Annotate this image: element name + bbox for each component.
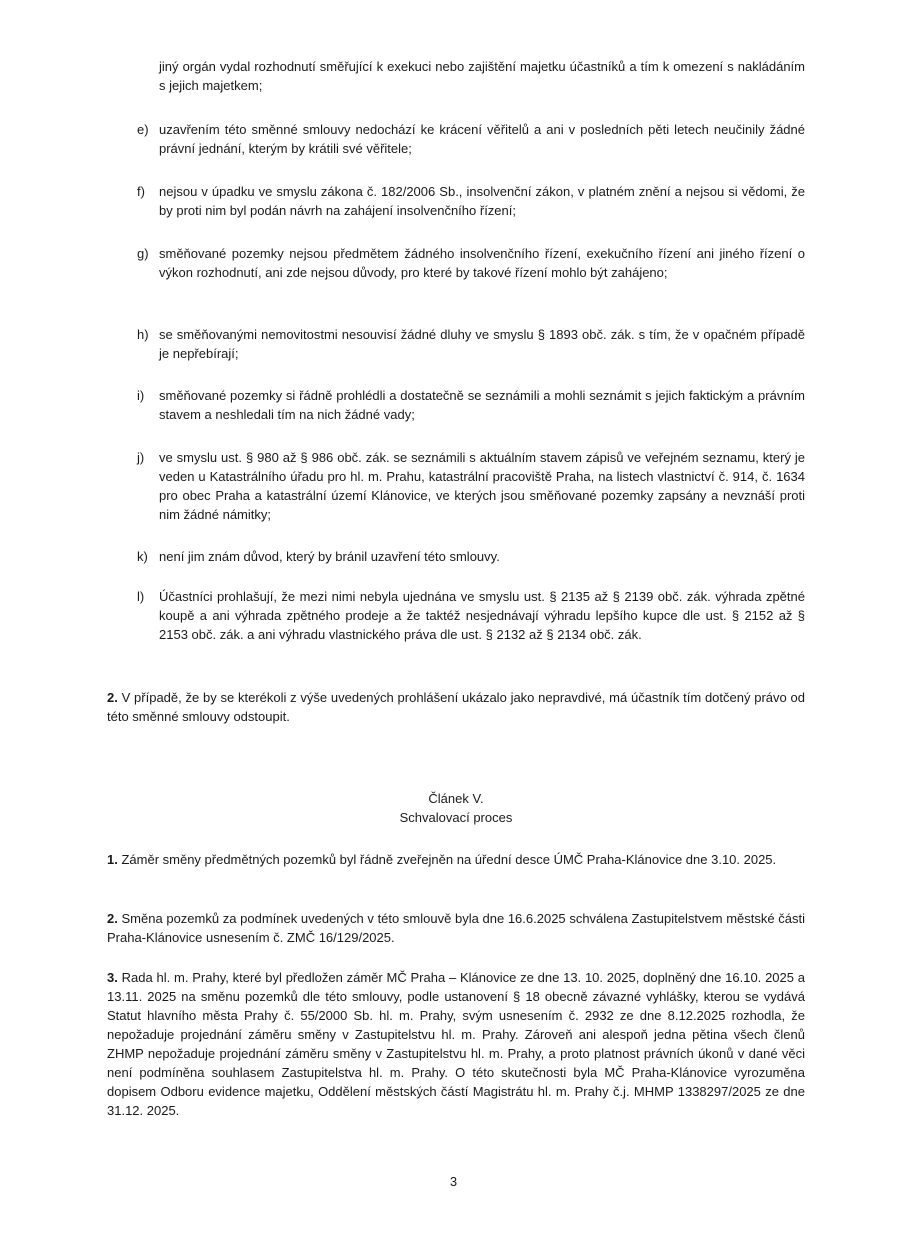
article-paragraph-1: [107, 850, 805, 869]
paragraph-text: Směna pozemků za podmínek uvedených v této smlouvě byla dne 16.6.2025 schválena Zastupitelstvem městské části Praha-Klánovice usnesením č. ZMČ 16/129/2025.: [107, 911, 805, 945]
list-text: směňované pozemky si řádně prohlédli a dostatečně se seznámili a mohli seznámit s jejich faktickým a právním stavem a neshledali tím na nich žádné vady;: [159, 388, 805, 422]
paragraph-number: 2.: [107, 911, 118, 926]
list-text: ve smyslu ust. § 980 až § 986 obč. zák. se seznámili s aktuálním stavem zápisů ve veřejném seznamu, který je veden u Katastrálního úřadu pro hl. m. Prahu, katastrální pracoviště Praha, na listech vlastnictví č. 914, č. 1634 pro obec Praha a katastrální území Klánovice, ve kterých jsou směňované pozemky zapsány a nevznáší proti nim žádné námitky;: [159, 450, 805, 522]
article-title: Článek V.: [428, 791, 484, 806]
list-letter: g): [137, 246, 149, 261]
article-paragraph-3: [107, 968, 805, 1120]
list-text: Účastníci prohlašují, že mezi nimi nebyla ujednána ve smyslu ust. § 2135 až § 2139 obč. zák. výhrada zpětné koupě a ani výhrada zpětného prodeje a že taktéž nesjednávají výhradu lepšího kupce dle ust. § 2152 až § 2153 obč. zák. a ani výhradu vlastnického práva dle ust. § 2132 až § 2134 obč. zák.: [159, 589, 805, 642]
list-text: jiný orgán vydal rozhodnutí směřující k exekuci nebo zajištění majetku účastníků a tím k omezení s nakládáním s jejich majetkem;: [159, 59, 805, 93]
paragraph-text: Záměr směny předmětných pozemků byl řádně zveřejněn na úřední desce ÚMČ Praha-Klánovice dne 3.10. 2025.: [121, 852, 777, 867]
list-text: není jim znám důvod, který by bránil uzavření této smlouvy.: [159, 549, 500, 564]
paragraph-number: 2.: [107, 690, 118, 705]
list-letter: f): [137, 184, 145, 199]
article-paragraph-2: [107, 909, 805, 947]
list-text: směňované pozemky nejsou předmětem žádného insolvenčního řízení, exekučního řízení ani jiného řízení o výkon rozhodnutí, ani zde nejsou důvody, pro které by takové řízení mohlo být zahájeno;: [159, 246, 805, 280]
page-number: 3: [449, 1174, 458, 1189]
list-text: uzavřením této směnné smlouvy nedochází ke krácení věřitelů a ani v posledních pěti letech neučinily žádné právní jednání, kterým by krátili své věřitele;: [159, 122, 805, 156]
paragraph-2: [107, 688, 805, 726]
list-letter: l): [137, 589, 145, 604]
list-text: nejsou v úpadku ve smyslu zákona č. 182/2006 Sb., insolvenční zákon, v platném znění a nejsou si vědomi, že by proti nim byl podán návrh na zahájení insolvenčního řízení;: [159, 184, 805, 218]
list-letter: j): [137, 450, 145, 465]
paragraph-text: Rada hl. m. Prahy, které byl předložen záměr MČ Praha – Klánovice ze dne 13. 10. 2025, doplněný dne 16.10. 2025 a 13.11. 2025 na směnu pozemků dle této smlouvy, podle ustanovení § 18 obecně závazné vyhlášky, kterou se vydává Statut hlavního města Prahy č. 55/2000 Sb. hl. m. Prahy, svým usnesením č. 2932 ze dne 8.12.2025 rozhodla, že nepožaduje projednání záměru směny v Zastupitelstvu hl. m. Prahy. Zároveň ani alespoň jedna pětina všech členů ZHMP nepožaduje projednání záměru směny v Zastupitelstvu hl. m. Prahy, a proto platnost právních úkonů v dané věci není podmíněna souhlasem Zastupitelstva hl. m. Prahy. O této skutečnosti byla MČ Praha-Klánovice vyrozuměna dopisem Odboru evidence majetku, Oddělení městských částí Magistrátu hl. m. Prahy č.j. MHMP 1338297/2025 ze dne 31.12. 2025.: [107, 970, 805, 1118]
paragraph-number: 1.: [107, 852, 118, 867]
list-letter: i): [137, 388, 145, 403]
list-text: se směňovanými nemovitostmi nesouvisí žádné dluhy ve smyslu § 1893 obč. zák. s tím, že v opačném případě je nepřebírají;: [159, 327, 805, 361]
paragraph-text: V případě, že by se kterékoli z výše uvedených prohlášení ukázalo jako nepravdivé, má účastník tím dotčený právo od této směnné smlouvy odstoupit.: [107, 690, 805, 724]
list-letter: k): [137, 549, 148, 564]
paragraph-number: 3.: [107, 970, 118, 985]
list-letter: h): [137, 327, 149, 342]
list-letter: e): [137, 122, 149, 137]
article-subtitle: Schvalovací proces: [399, 810, 513, 825]
